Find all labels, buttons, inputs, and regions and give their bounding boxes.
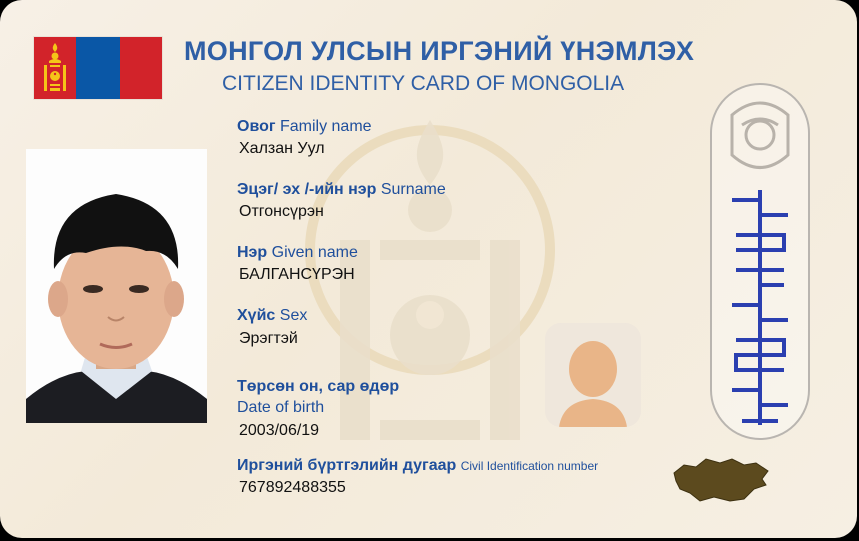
dob-label-en: Date of birth: [237, 399, 325, 416]
flag-blue-center: [76, 37, 120, 99]
holder-photo: [26, 149, 207, 423]
given-name-label-mn: Нэр: [237, 244, 268, 261]
given-name-value: БАЛГАНСҮРЭН: [239, 266, 355, 283]
dob-label-mn: Төрсөн он, сар өдөр: [237, 378, 400, 395]
dob-value: 2003/06/19: [239, 422, 320, 439]
flag-red-right: [120, 37, 162, 99]
surname-value: Отгонсүрэн: [239, 203, 324, 220]
family-name-label: [237, 118, 372, 136]
surname-label-mn: Эцэг/ эх /-ийн нэр: [237, 181, 377, 198]
ghost-photo-icon: [545, 323, 641, 427]
family-name-value: Халзан Уул: [239, 140, 325, 157]
civil-id-label-mn: Иргэний бүртгэлийн дугаар: [237, 457, 457, 474]
surname-label-en: Surname: [380, 181, 446, 198]
sex-value: Эрэгтэй: [239, 330, 298, 347]
sex-label-mn: Хүйс: [237, 307, 276, 324]
mongolia-map-icon: [672, 455, 770, 503]
dob-label-mn-wrap: [237, 378, 399, 396]
family-name-label-en: Family name: [279, 118, 372, 135]
soyombo-icon: [43, 43, 67, 93]
card-title-mongolian: МОНГОЛ УЛСЫН ИРГЭНИЙ ҮНЭМЛЭХ: [184, 36, 695, 66]
given-name-label-en: Given name: [271, 244, 358, 261]
mongolian-script-icon: [712, 85, 808, 438]
mongolian-script-panel: [710, 83, 810, 440]
mongolia-flag: [34, 37, 162, 99]
civil-id-label-en: Civil Identification number: [460, 459, 599, 473]
flag-red-left: [34, 37, 76, 99]
card-title-english: CITIZEN IDENTITY CARD OF MONGOLIA: [222, 72, 625, 95]
sex-label: [237, 307, 307, 325]
given-name-label: [237, 244, 358, 262]
civil-id-label: [237, 457, 598, 475]
civil-id-value: 767892488355: [239, 479, 346, 496]
sex-label-en: Sex: [279, 307, 308, 324]
surname-label: [237, 181, 446, 199]
family-name-label-mn: Овог: [237, 118, 276, 135]
portrait-illustration: [26, 149, 207, 423]
